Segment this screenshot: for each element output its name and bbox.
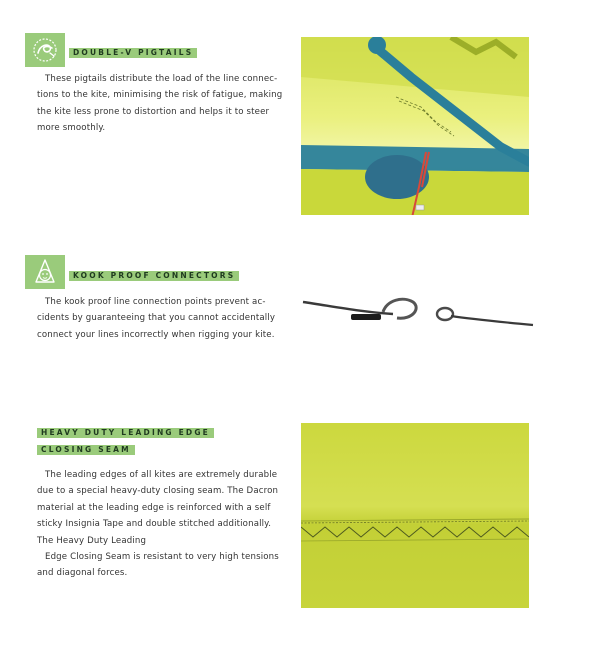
- body-line: Edge Closing Seam is resistant to very high tensions: [45, 552, 279, 563]
- body-line: The Heavy Duty Leading: [37, 535, 147, 546]
- body-line: The kook proof line connection points prevent ac-: [45, 297, 266, 307]
- body-line: cidents by guaranteeing that you cannot accidentally: [37, 313, 276, 324]
- body-line: tions to the kite, minimising the risk of fatigue, making: [37, 90, 283, 101]
- kook-icon-box: [25, 255, 65, 289]
- body-line: the kite less prone to distortion and helps it to steer: [37, 106, 270, 117]
- pigtail-icon-box: [25, 33, 65, 67]
- section-title-seam-line1: HEAVY DUTY LEADING EDGE: [37, 428, 214, 438]
- body-line: sticky Insignia Tape and double stitched additionally.: [37, 519, 272, 530]
- connector-photo: [301, 292, 535, 336]
- body-line: connect your lines incorrectly when rigging your kite.: [37, 329, 275, 340]
- body-line: The leading edges of all kites are extremely durable: [45, 470, 278, 480]
- section-body-seam: [37, 467, 279, 582]
- body-line: material at the leading edge is reinforced with a self: [37, 502, 271, 513]
- section-title-seam-line2: CLOSING SEAM: [37, 445, 135, 455]
- section-title-kook: KOOK PROOF CONNECTORS: [69, 271, 239, 281]
- section-body-kook: [37, 294, 275, 343]
- pigtail-photo: [301, 37, 529, 215]
- body-line: due to a special heavy-duty closing seam. The Dacron: [37, 486, 279, 497]
- seam-photo: [301, 423, 529, 608]
- section-body-pigtails: [37, 71, 282, 137]
- section-title-pigtails: DOUBLE-V PIGTAILS: [69, 48, 197, 58]
- kook-face-icon: [32, 258, 58, 286]
- body-line: These pigtails distribute the load of the line connec-: [45, 74, 278, 84]
- body-line: and diagonal forces.: [37, 568, 128, 579]
- body-line: more smoothly.: [37, 123, 106, 134]
- pigtail-swirl-icon: [30, 37, 60, 63]
